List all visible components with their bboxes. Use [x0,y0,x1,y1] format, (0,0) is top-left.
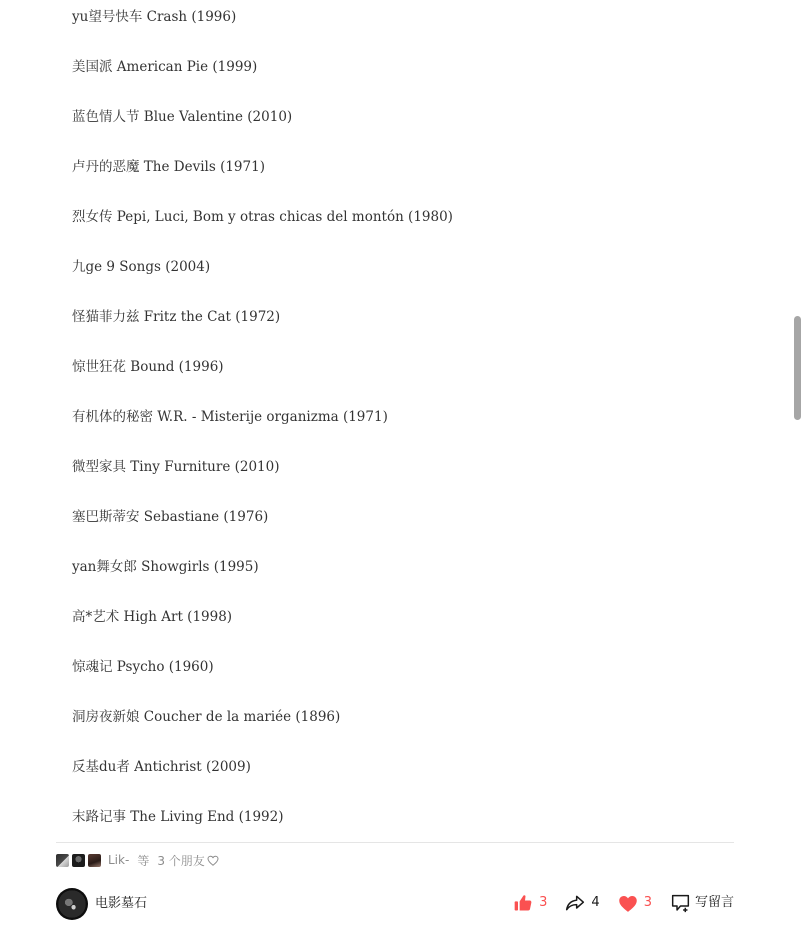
film-list-item: yu望号快车 Crash (1996) [72,9,237,25]
author-name[interactable]: 电影墓石 [95,896,148,911]
share-count: 4 [591,895,600,910]
film-list-item: 洞房夜新娘 Coucher de la mariée (1896) [72,709,341,725]
friend-name: Lik- [108,853,130,867]
heart-outline-icon [207,855,219,866]
like-count: 3 [539,895,548,910]
film-list-item: 美国派 American Pie (1999) [72,59,258,75]
heart-count: 3 [643,895,652,910]
friend-avatar [56,854,69,867]
heart-icon [618,894,638,913]
film-list-item: 怪猫菲力兹 Fritz the Cat (1972) [72,309,281,325]
share-button[interactable] [565,893,599,913]
scrollbar-thumb[interactable] [794,316,801,420]
divider [56,842,734,843]
film-list-item: 高*艺术 High Art (1998) [72,609,233,625]
film-list-item: 有机体的秘密 W.R. - Misterije organizma (1971) [72,409,388,425]
film-list-item: 九ge 9 Songs (2004) [72,259,211,275]
friend-avatar [72,854,85,867]
author-avatar[interactable] [56,888,88,920]
film-list-item: 蓝色情人节 Blue Valentine (2010) [72,109,293,125]
like-button[interactable] [513,893,547,913]
friends-suffix: 等 [137,853,150,868]
share-arrow-icon [565,893,585,913]
film-list-item: 惊魂记 Psycho (1960) [72,659,214,675]
friends-liked-row[interactable] [56,852,219,868]
film-list-item: 微型家具 Tiny Furniture (2010) [72,459,280,475]
scrollbar-track[interactable] [792,0,802,937]
film-list-item: 卢丹的恶魔 The Devils (1971) [72,159,265,175]
film-list-item: 塞巴斯蒂安 Sebastiane (1976) [72,509,269,525]
film-list-item: 烈女传 Pepi, Luci, Bom y otras chicas del montón (1980) [72,209,453,225]
comment-add-icon [670,893,691,913]
film-list-item: 惊世狂花 Bound (1996) [72,359,224,375]
film-list-item: yan舞女郎 Showgirls (1995) [72,559,259,575]
heart-button[interactable] [618,894,652,913]
article-actions [495,893,734,913]
film-list-item: 反基du者 Antichrist (2009) [72,759,251,775]
friends-count: 3 个朋友 [157,853,205,868]
article-footer [56,888,736,922]
friend-avatar [88,854,101,867]
film-list-item: 末路记事 The Living End (1992) [72,809,284,825]
thumbs-up-icon [513,893,533,913]
write-comment-button[interactable] [670,893,734,913]
write-comment-label: 写留言 [694,895,734,910]
